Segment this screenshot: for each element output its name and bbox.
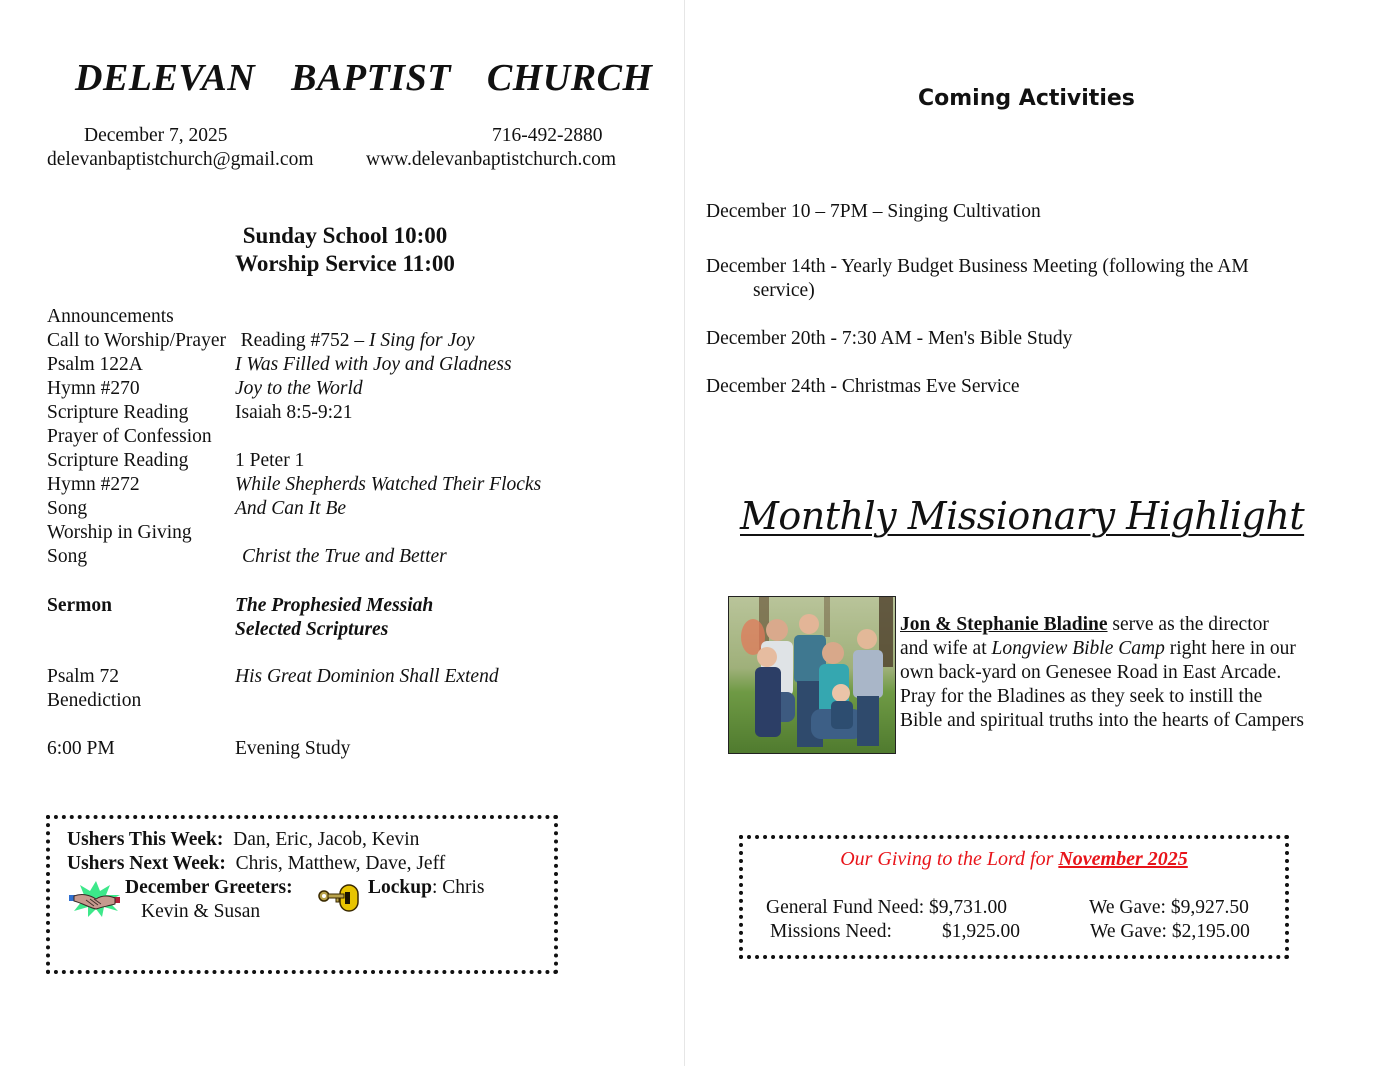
ushers-next-week <box>67 852 445 876</box>
ushers-next-week-label: Ushers Next Week: <box>67 853 226 874</box>
call-to-worship-title: I Sing for Joy <box>368 330 475 351</box>
service-item-evening <box>47 737 475 761</box>
service-item <box>47 353 512 377</box>
service-item <box>47 497 475 521</box>
ushers-box <box>46 815 558 974</box>
greeters-names: Kevin & Susan <box>141 901 261 922</box>
service-item-label: Scripture Reading <box>47 450 189 471</box>
church-phone: 716-492-2880 <box>492 125 603 146</box>
service-item-call-to-worship <box>47 329 475 353</box>
giving-month: November 2025 <box>1058 848 1188 870</box>
bulletin-date: December 7, 2025 <box>84 125 228 146</box>
missionary-names: Jon & Stephanie Bladine <box>900 614 1108 635</box>
service-item-value: While Shepherds Watched Their Flocks <box>235 474 542 495</box>
missionary-line <box>900 613 1304 637</box>
missionary-line-text: serve as the director <box>1107 614 1269 635</box>
service-item-value: I Was Filled with Joy and Gladness <box>235 354 512 375</box>
service-item-label: Worship in Giving <box>47 522 192 543</box>
missionary-line-text: right here in our <box>1164 638 1296 659</box>
sermon-label: Sermon <box>47 595 112 616</box>
service-item <box>47 449 475 473</box>
ushers-this-week-label: Ushers This Week: <box>67 829 224 850</box>
page-divider <box>684 0 685 1066</box>
general-fund-need-label: General Fund Need: <box>766 897 929 918</box>
missions-need-amount: $1,925.00 <box>942 921 1020 942</box>
missions-gave-amount: $2,195.00 <box>1171 921 1250 942</box>
general-fund-need-amount: $9,731.00 <box>929 897 1007 918</box>
missionary-line <box>900 637 1304 661</box>
giving-box <box>739 835 1289 959</box>
coming-activities-title: Coming Activities <box>918 86 1135 111</box>
service-item-label: Song <box>47 546 88 567</box>
service-item-label: Benediction <box>47 690 142 711</box>
service-item-label: Scripture Reading <box>47 402 189 423</box>
key-icon <box>318 883 360 913</box>
missionary-highlight-title: Monthly Missionary Highlight <box>740 494 1305 538</box>
service-item <box>47 377 475 401</box>
service-item-label: Psalm 122A <box>47 354 143 375</box>
call-to-worship-reading: Reading #752 – <box>240 330 369 351</box>
order-of-service <box>47 305 542 761</box>
service-item-sermon <box>47 594 475 618</box>
service-item-value: His Great Dominion Shall Extend <box>235 666 499 687</box>
evening-activity: Evening Study <box>235 738 351 759</box>
giving-title-prefix: Our Giving to the Lord for <box>840 848 1059 870</box>
service-item-value: And Can It Be <box>235 498 347 519</box>
ushers-this-week <box>67 828 419 852</box>
service-item-value: 1 Peter 1 <box>235 450 305 471</box>
giving-title <box>743 847 1285 871</box>
missionary-description <box>900 613 1304 733</box>
church-email[interactable]: delevanbaptistchurch@gmail.com <box>47 149 314 170</box>
evening-time: 6:00 PM <box>47 738 115 759</box>
general-fund-gave-amount: $9,927.50 <box>1170 897 1249 918</box>
service-item-label: Hymn #272 <box>47 474 140 495</box>
service-item <box>47 401 475 425</box>
service-item-label: Call to Worship/Prayer <box>47 330 226 351</box>
service-item-label: Song <box>47 498 88 519</box>
activity-item: December 10 – 7PM – Singing Cultivation <box>706 201 1041 222</box>
lockup-label: Lockup <box>368 877 432 898</box>
service-item <box>47 305 475 329</box>
missionary-line: own back-yard on Genesee Road in East Arcade. <box>900 662 1282 683</box>
missionary-line-text: and wife at <box>900 638 992 659</box>
missions-need-label: Missions Need: <box>770 921 892 942</box>
service-item <box>47 473 542 497</box>
missions-gave-label: We Gave: <box>1090 921 1172 942</box>
lockup <box>368 876 485 900</box>
ushers-this-week-names: Dan, Eric, Jacob, Kevin <box>233 829 420 850</box>
service-item-label: Announcements <box>47 306 174 327</box>
general-fund-gave <box>1089 896 1249 920</box>
service-times <box>200 222 490 278</box>
service-item-label: Hymn #270 <box>47 378 140 399</box>
general-fund-need <box>766 896 1007 920</box>
greeters-label: December Greeters: <box>125 877 293 898</box>
missions-gave <box>1090 920 1250 944</box>
service-item <box>47 665 499 689</box>
service-item-label: Prayer of Confession <box>47 426 212 447</box>
camp-name: Longview Bible Camp <box>991 638 1165 659</box>
sermon-passage: Selected Scriptures <box>235 619 389 640</box>
family-photo-image <box>729 597 896 754</box>
service-item-value: Isaiah 8:5-9:21 <box>235 402 353 423</box>
service-item <box>47 521 475 545</box>
activity-item: December 14th - Yearly Budget Business Meeting (following the AM <box>706 256 1249 277</box>
service-item <box>47 689 475 713</box>
missionary-line: Pray for the Bladines as they seek to instill the <box>900 686 1263 707</box>
activity-item: December 20th - 7:30 AM - Men's Bible Study <box>706 328 1073 349</box>
activity-item: December 24th - Christmas Eve Service <box>706 376 1020 397</box>
service-item <box>47 425 475 449</box>
sermon-title: The Prophesied Messiah <box>235 595 434 616</box>
sunday-school-time: Sunday School 10:00 <box>242 223 448 248</box>
church-name: DELEVAN BAPTIST CHURCH <box>75 57 653 99</box>
general-fund-gave-label: We Gave: <box>1089 897 1171 918</box>
service-item-label: Psalm 72 <box>47 666 120 687</box>
missionary-family-photo <box>728 596 896 754</box>
service-item-sermon-passage <box>47 618 475 642</box>
service-item <box>47 545 475 569</box>
service-item-value: Joy to the World <box>235 378 363 399</box>
service-item-value: Christ the True and Better <box>242 546 447 567</box>
church-website[interactable]: www.delevanbaptistchurch.com <box>366 149 616 170</box>
ushers-next-week-names: Chris, Matthew, Dave, Jeff <box>235 853 446 874</box>
missionary-line: Bible and spiritual truths into the hearts of Campers <box>900 710 1305 731</box>
handshake-icon <box>68 879 124 919</box>
activity-item-continued: service) <box>753 280 815 301</box>
worship-service-time: Worship Service 11:00 <box>235 251 455 276</box>
lockup-name: : Chris <box>431 877 485 898</box>
